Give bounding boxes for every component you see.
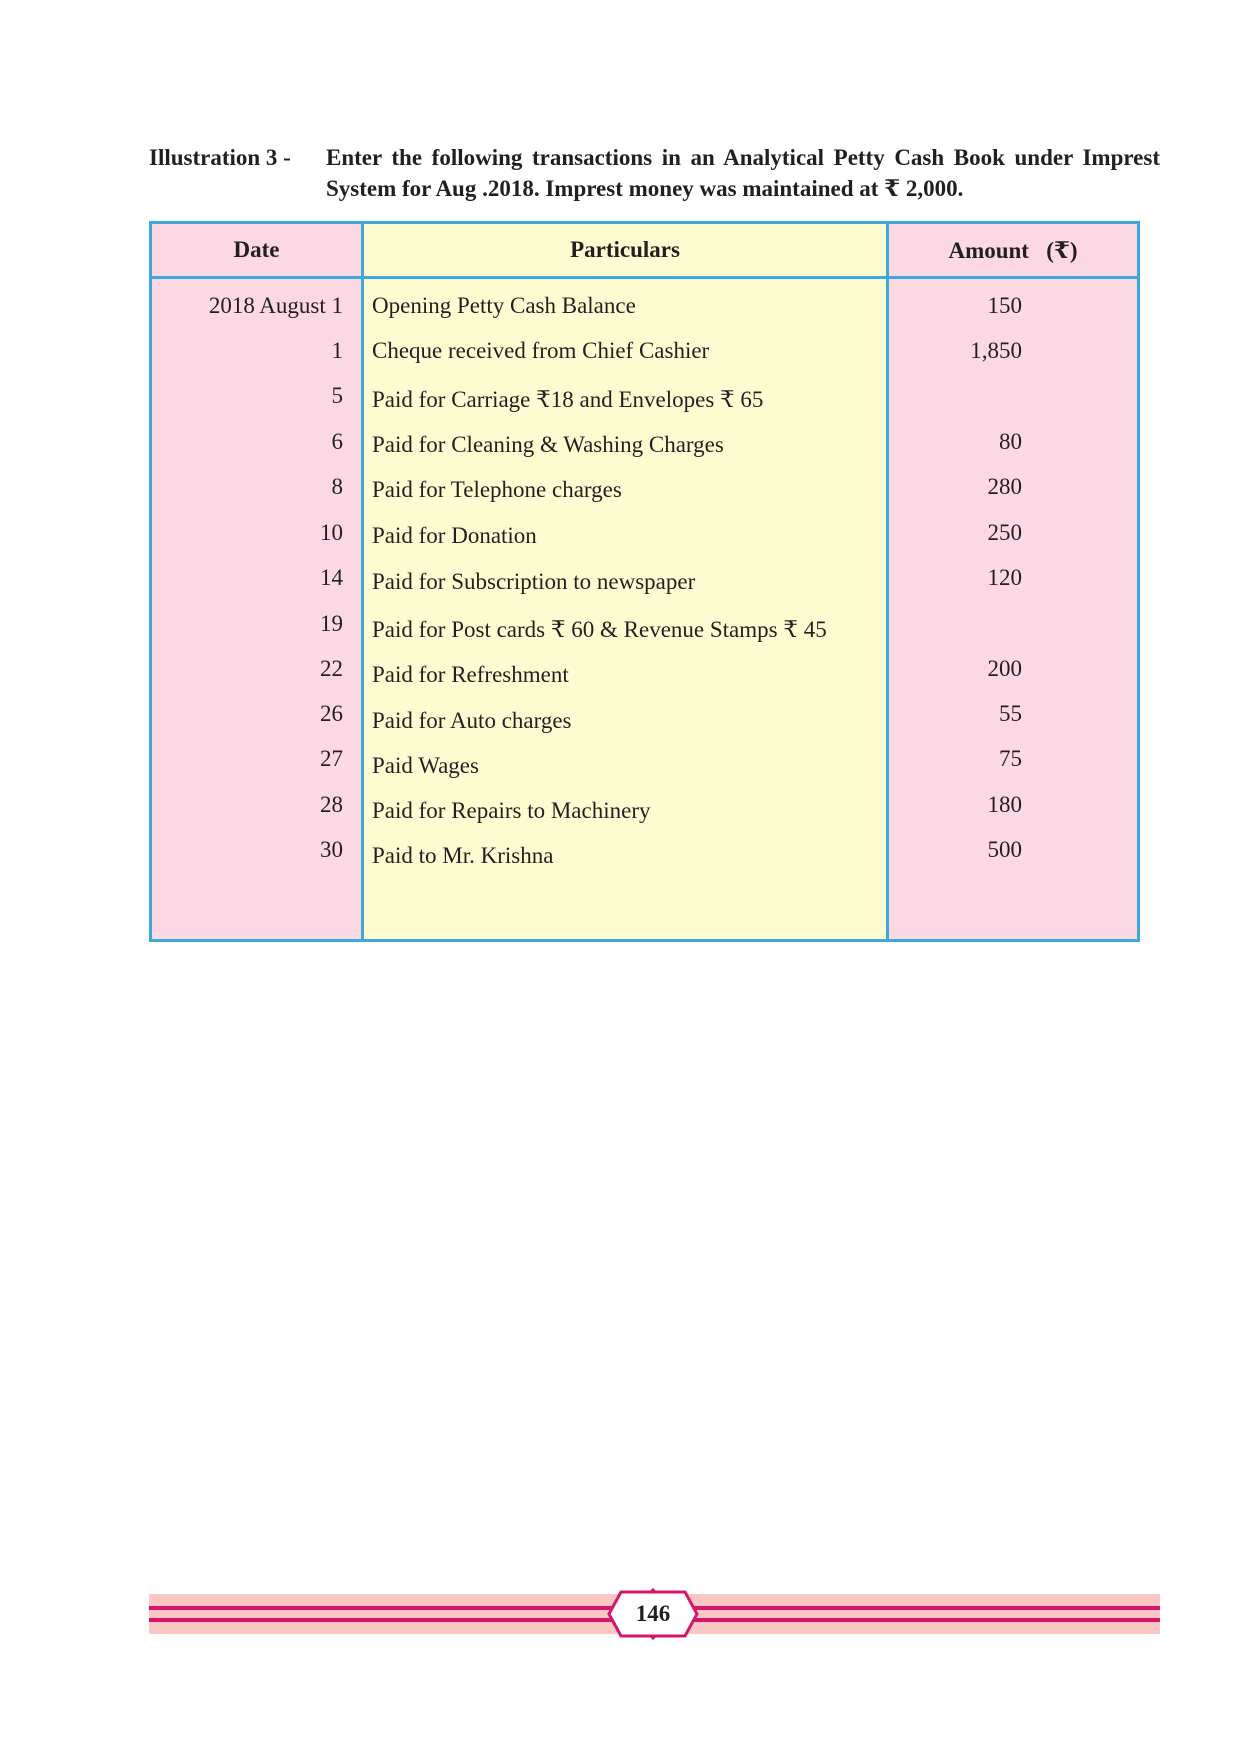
- particulars-cell: Paid to Mr. Krishna: [372, 843, 554, 868]
- date-cell: 22: [320, 656, 343, 681]
- particulars-cell: Paid for Repairs to Machinery: [372, 798, 651, 823]
- date-cell: 30: [320, 837, 343, 862]
- date-cell: 27: [320, 746, 343, 771]
- particulars-cell: Paid for Carriage ₹18 and Envelopes ₹ 65: [372, 387, 764, 412]
- amount-column: [889, 224, 1137, 939]
- date-cell: 5: [331, 383, 343, 408]
- date-cell: 1: [331, 338, 343, 363]
- particulars-cell: Paid for Telephone charges: [372, 477, 622, 502]
- petty-cash-table: [149, 221, 1140, 942]
- amount-cell: 55: [999, 701, 1022, 726]
- particulars-cell: Paid Wages: [372, 753, 479, 778]
- particulars-cell: Paid for Subscription to newspaper: [372, 569, 696, 594]
- amount-cell: 280: [987, 474, 1022, 499]
- page-number: 146: [635, 1601, 671, 1626]
- amount-cell: 80: [999, 429, 1022, 454]
- date-cell: 6: [331, 429, 343, 454]
- date-cell: 10: [320, 520, 343, 545]
- particulars-cell: Paid for Auto charges: [372, 708, 572, 733]
- amount-cell: 75: [999, 746, 1022, 771]
- illustration-heading: [149, 142, 1160, 204]
- date-header: Date: [152, 224, 361, 279]
- particulars-cell: Paid for Post cards ₹ 60 & Revenue Stamps ₹ 45: [372, 617, 827, 642]
- amount-header: Amount (₹): [889, 224, 1137, 279]
- date-cell: 14: [320, 565, 343, 590]
- particulars-header: Particulars: [364, 224, 886, 279]
- amount-cell: 150: [987, 293, 1022, 318]
- amount-cell: 120: [987, 565, 1022, 590]
- particulars-cell: Paid for Cleaning & Washing Charges: [372, 432, 724, 457]
- particulars-column: [364, 224, 889, 939]
- page-footer: [149, 1594, 1160, 1634]
- date-cell: 26: [320, 701, 343, 726]
- date-cell: 19: [320, 611, 343, 636]
- date-column: [152, 224, 364, 939]
- amount-cell: 1,850: [970, 338, 1022, 363]
- amount-cell: 250: [987, 520, 1022, 545]
- amount-cell: 200: [987, 656, 1022, 681]
- date-cell: 28: [320, 792, 343, 817]
- particulars-cell: Paid for Donation: [372, 523, 537, 548]
- amount-cell: 500: [987, 837, 1022, 862]
- date-cell: 2018 August 1: [208, 293, 343, 318]
- amount-cell: 180: [987, 792, 1022, 817]
- date-cell: 8: [331, 474, 343, 499]
- particulars-cell: Cheque received from Chief Cashier: [372, 338, 710, 363]
- illustration-label: Illustration 3 -: [149, 145, 291, 170]
- particulars-cell: Opening Petty Cash Balance: [372, 293, 636, 318]
- particulars-cell: Paid for Refreshment: [372, 662, 569, 687]
- illustration-text: Enter the following transactions in an Analytical Petty Cash Book under Imprest System for Aug .2018. Imprest money was maintained at ₹ 2,000.: [326, 145, 1160, 201]
